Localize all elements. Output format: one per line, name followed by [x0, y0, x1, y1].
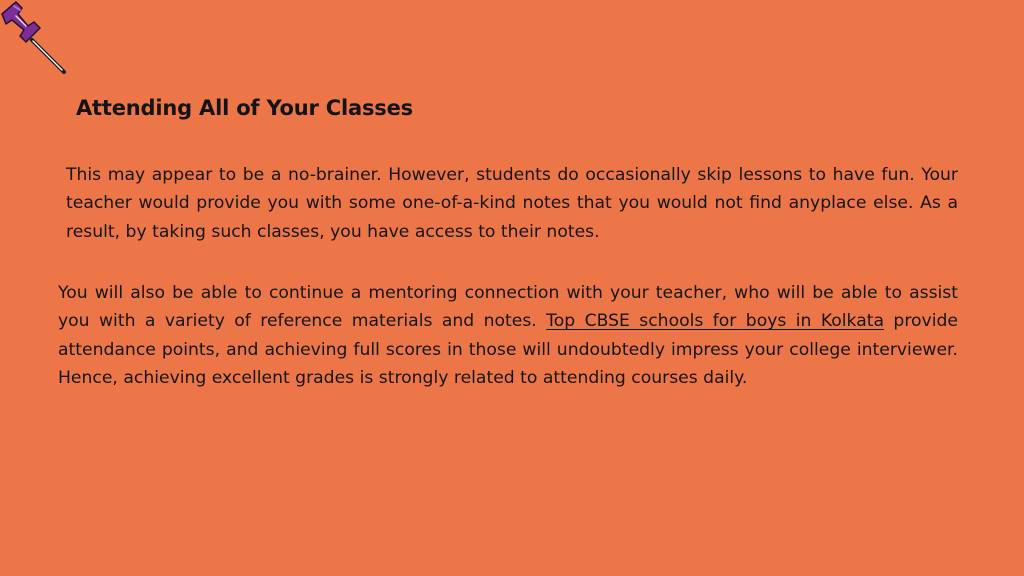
push-pin-icon: [0, 0, 72, 80]
section-heading: Attending All of Your Classes: [76, 96, 413, 120]
cbse-schools-link[interactable]: Top CBSE schools for boys in Kolkata: [546, 311, 885, 332]
paragraph-2-text-before-link: You will also be able to continue a mentoring connection with your teacher, who will be able to assist you with a variety of reference materials and notes.: [58, 283, 958, 332]
paragraph-1: This may appear to be a no-brainer. However, students do occasionally skip lessons to have fun. Your teacher would provide you with some one-of-a-kind notes that you would not find anyplace else. As a result, by taking such classes, you have access to their notes.: [66, 165, 958, 242]
paragraph-2: [58, 279, 958, 393]
paragraph-2-text-after-link: provide attendance points, and achieving full scores in those will undoubtedly impress your college interviewer. Hence, achieving excellent grades is strongly related to attending courses daily.: [58, 311, 958, 389]
